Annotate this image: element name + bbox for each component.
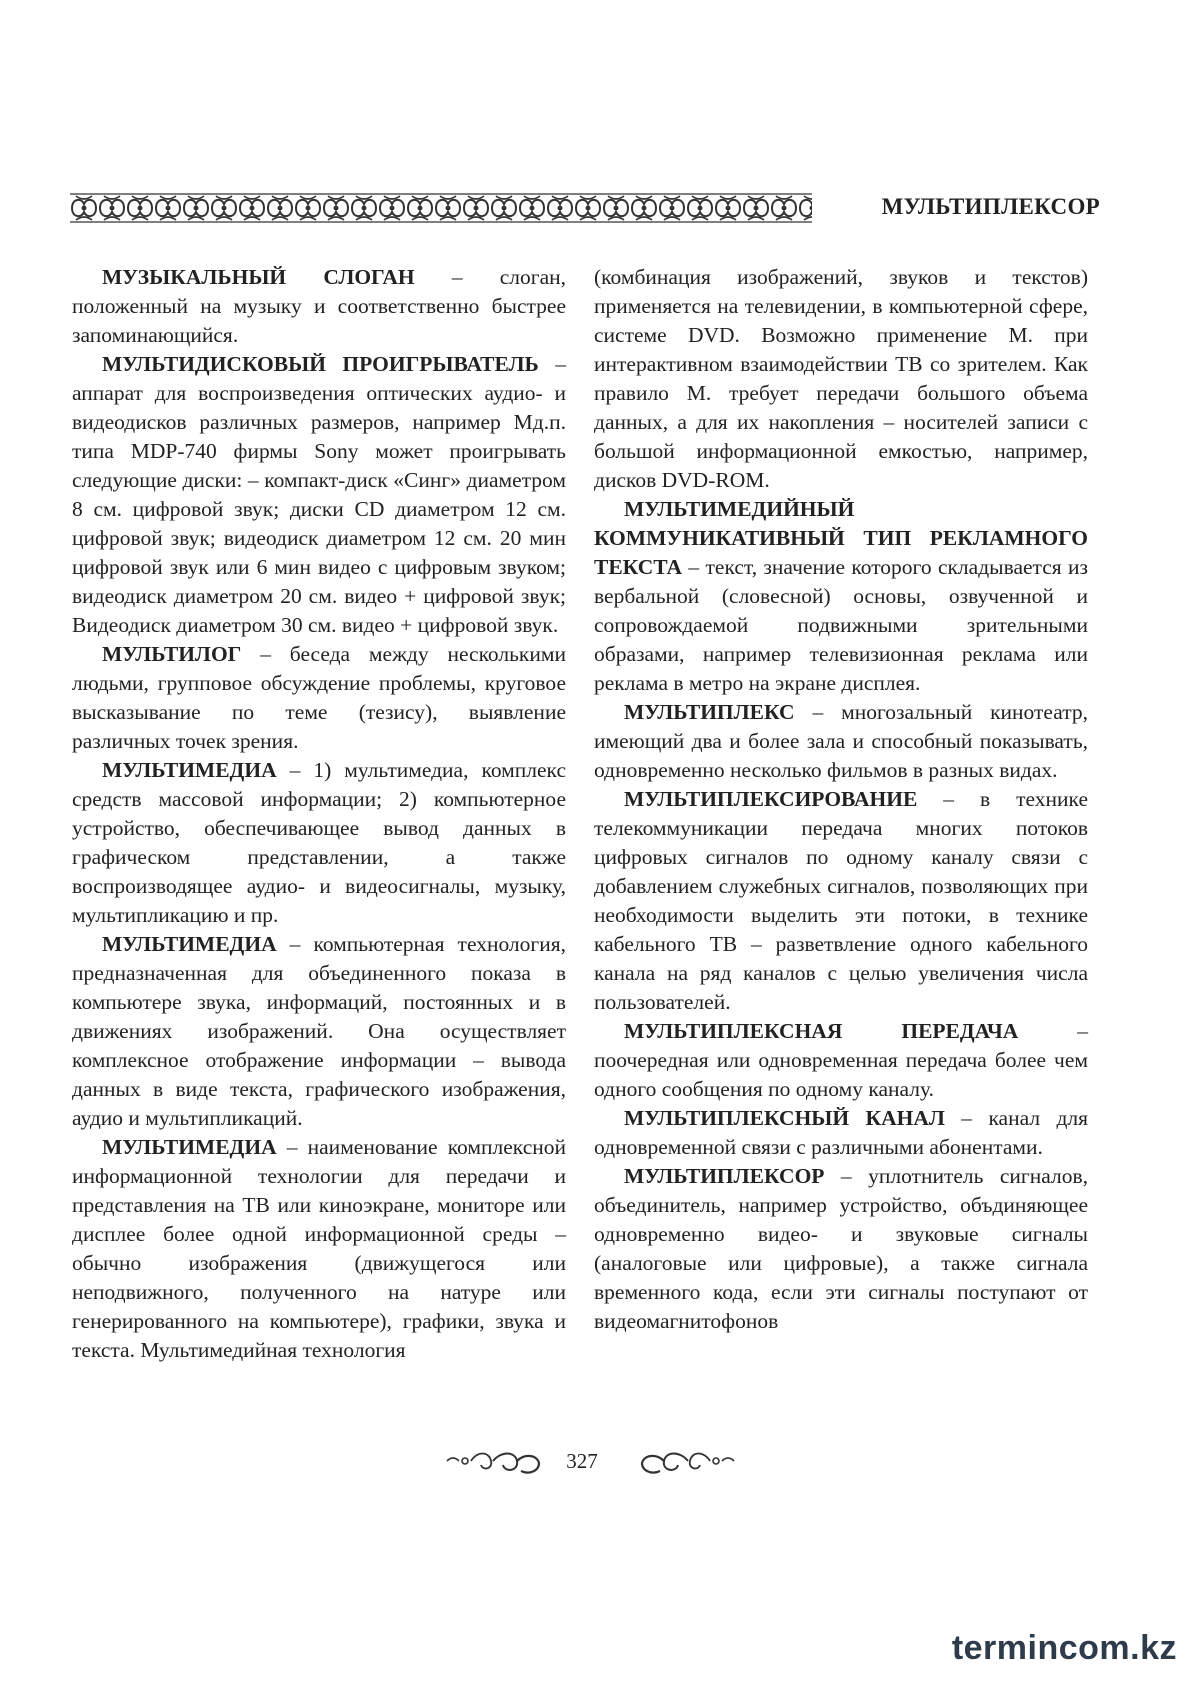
dictionary-entry	[594, 1104, 1088, 1162]
entry-term: МУЛЬТИЛОГ	[102, 642, 242, 666]
ornament-band	[70, 192, 812, 224]
dictionary-entry	[72, 640, 566, 756]
flourish-left-icon	[443, 1449, 543, 1477]
running-head: МУЛЬТИПЛЕКСОР	[881, 194, 1100, 219]
entry-definition: – текст, значение которого складывается из вербальной (словесной) основы, озвученной и сопровождаемой подвижными зрительными образами, например телевизионная реклама или реклама в метро на экране дисплея.	[594, 555, 1088, 695]
dictionary-entry-continuation	[594, 263, 1088, 495]
entry-term: МУЛЬТИМЕДИЙНЫЙ КОММУНИКАТИВНЫЙ ТИП РЕКЛАМНОГО ТЕКСТА	[594, 497, 1088, 579]
entry-term: МУЛЬТИМЕДИА	[102, 932, 277, 956]
entry-definition: – уплотнитель сигналов, объединитель, например устройство, объдиняющее одновременно видео- и звуковые сигналы (аналоговые или цифровые), а также сигнала временного кода, если эти сигналы поступают от видеомагнитофонов	[594, 1164, 1088, 1333]
page-number: 327	[566, 1449, 598, 1473]
entry-term: МУЗЫКАЛЬНЫЙ СЛОГАН	[102, 265, 415, 289]
page-footer	[0, 1445, 1191, 1481]
page-header	[70, 188, 1100, 228]
right-column	[594, 263, 1088, 1336]
dictionary-entry	[594, 1017, 1088, 1104]
dictionary-entry	[594, 495, 1088, 698]
entry-term: МУЛЬТИПЛЕКС	[624, 700, 795, 724]
dictionary-entry	[72, 930, 566, 1133]
flourish-right-icon	[638, 1449, 738, 1477]
entry-definition: – компьютерная технология, предназначенная для объединенного показа в компьютере звука, информаций, постоянных и в движениях изображений. Она осуществляет комплексное отображение информации – вывода данных в виде текста, графического изображения, аудио и мультипликаций.	[72, 932, 566, 1130]
entry-term: МУЛЬТИПЛЕКСНЫЙ КАНАЛ	[624, 1106, 945, 1130]
entry-definition: – беседа между несколькими людьми, групповое обсуждение проблемы, круговое высказывание по теме (тезису), выявление различных точек зрения.	[72, 642, 566, 753]
entry-term: МУЛЬТИПЛЕКСОР	[624, 1164, 825, 1188]
entry-term: МУЛЬТИПЛЕКСНАЯ ПЕРЕДАЧА	[624, 1019, 1019, 1043]
dictionary-entry	[72, 350, 566, 640]
entry-definition: – канал для одновременной связи с различными абонентами.	[594, 1106, 1089, 1159]
entry-definition: – наименование комплексной информационной технологии для передачи и представления на ТВ или киноэкране, мониторе или дисплее более одной информационной среды – обычно изображения (движущегося или неподвижного, полученного на натуре или генерированного на компьютере), графики, звука и текста. Мультимедийная технология	[72, 1135, 566, 1362]
entry-term: МУЛЬТИМЕДИА	[102, 1135, 277, 1159]
entry-definition: – аппарат для воспроизведения оптических аудио- и видеодисков различных размеров, например Мд.п. типа MDP-740 фирмы Sony может проигрывать следующие диски: – компакт-диск «Синг» диаметром 8 см. цифровой звук; диски CD диаметром 12 см. цифровой звук; видеодиск диаметром 12 см. 20 мин цифровой звук или 6 мин видео с цифровым звуком; видеодиск диаметром 20 см. видео + цифровой звук; Видеодиск диаметром 30 см. видео + цифровой звук.	[72, 352, 566, 637]
entry-definition: – в технике телекоммуникации передача многих потоков цифровых сигналов по одному каналу связи с добавлением служебных сигналов, позволяющих при необходимости выделить эти потоки, в технике кабельного ТВ – разветвление одного кабельного канала на ряд каналов с целью увеличения числа пользователей.	[594, 787, 1088, 1014]
dictionary-entry	[594, 1162, 1088, 1336]
entry-term: МУЛЬТИМЕДИА	[102, 758, 277, 782]
entry-definition: – 1) мультимедиа, комплекс средств массовой информации; 2) компьютерное устройство, обеспечивающее вывод данных в графическом представлении, а также воспроизводящее аудио- и видеосигналы, музыку, мультипликацию и пр.	[72, 758, 566, 927]
entry-definition: (комбинация изображений, звуков и текстов) применяется на телевидении, в компьютерной сфере, системе DVD. Возможно применение М. при интерактивном взаимодействии ТВ со зрителем. Как правило М. требует передачи большого объема данных, а для их накопления – носителей записи с большой информационной емкостью, например, дисков DVD-ROM.	[594, 265, 1088, 492]
entry-definition: – слоган, положенный на музыку и соответственно быстрее запоминающийся.	[72, 265, 567, 347]
dictionary-entry	[594, 785, 1088, 1017]
watermark-logo	[947, 1624, 1177, 1674]
entry-definition: – многозальный кинотеатр, имеющий два и более зала и способный показывать, одновременно несколько фильмов в разных видах.	[594, 700, 1088, 782]
dictionary-entry	[594, 698, 1088, 785]
dictionary-entry	[72, 1133, 566, 1365]
dictionary-entry	[72, 756, 566, 930]
entry-term: МУЛЬТИПЛЕКСИРОВАНИЕ	[624, 787, 918, 811]
left-column	[72, 263, 566, 1365]
entry-definition: – поочередная или одновременная передача более чем одного сообщения по одному каналу.	[594, 1019, 1088, 1101]
watermark-text: termincom.kz	[951, 1629, 1177, 1667]
entry-term: МУЛЬТИДИСКОВЫЙ ПРОИГРЫВАТЕЛЬ	[102, 352, 539, 376]
dictionary-entry	[72, 263, 566, 350]
